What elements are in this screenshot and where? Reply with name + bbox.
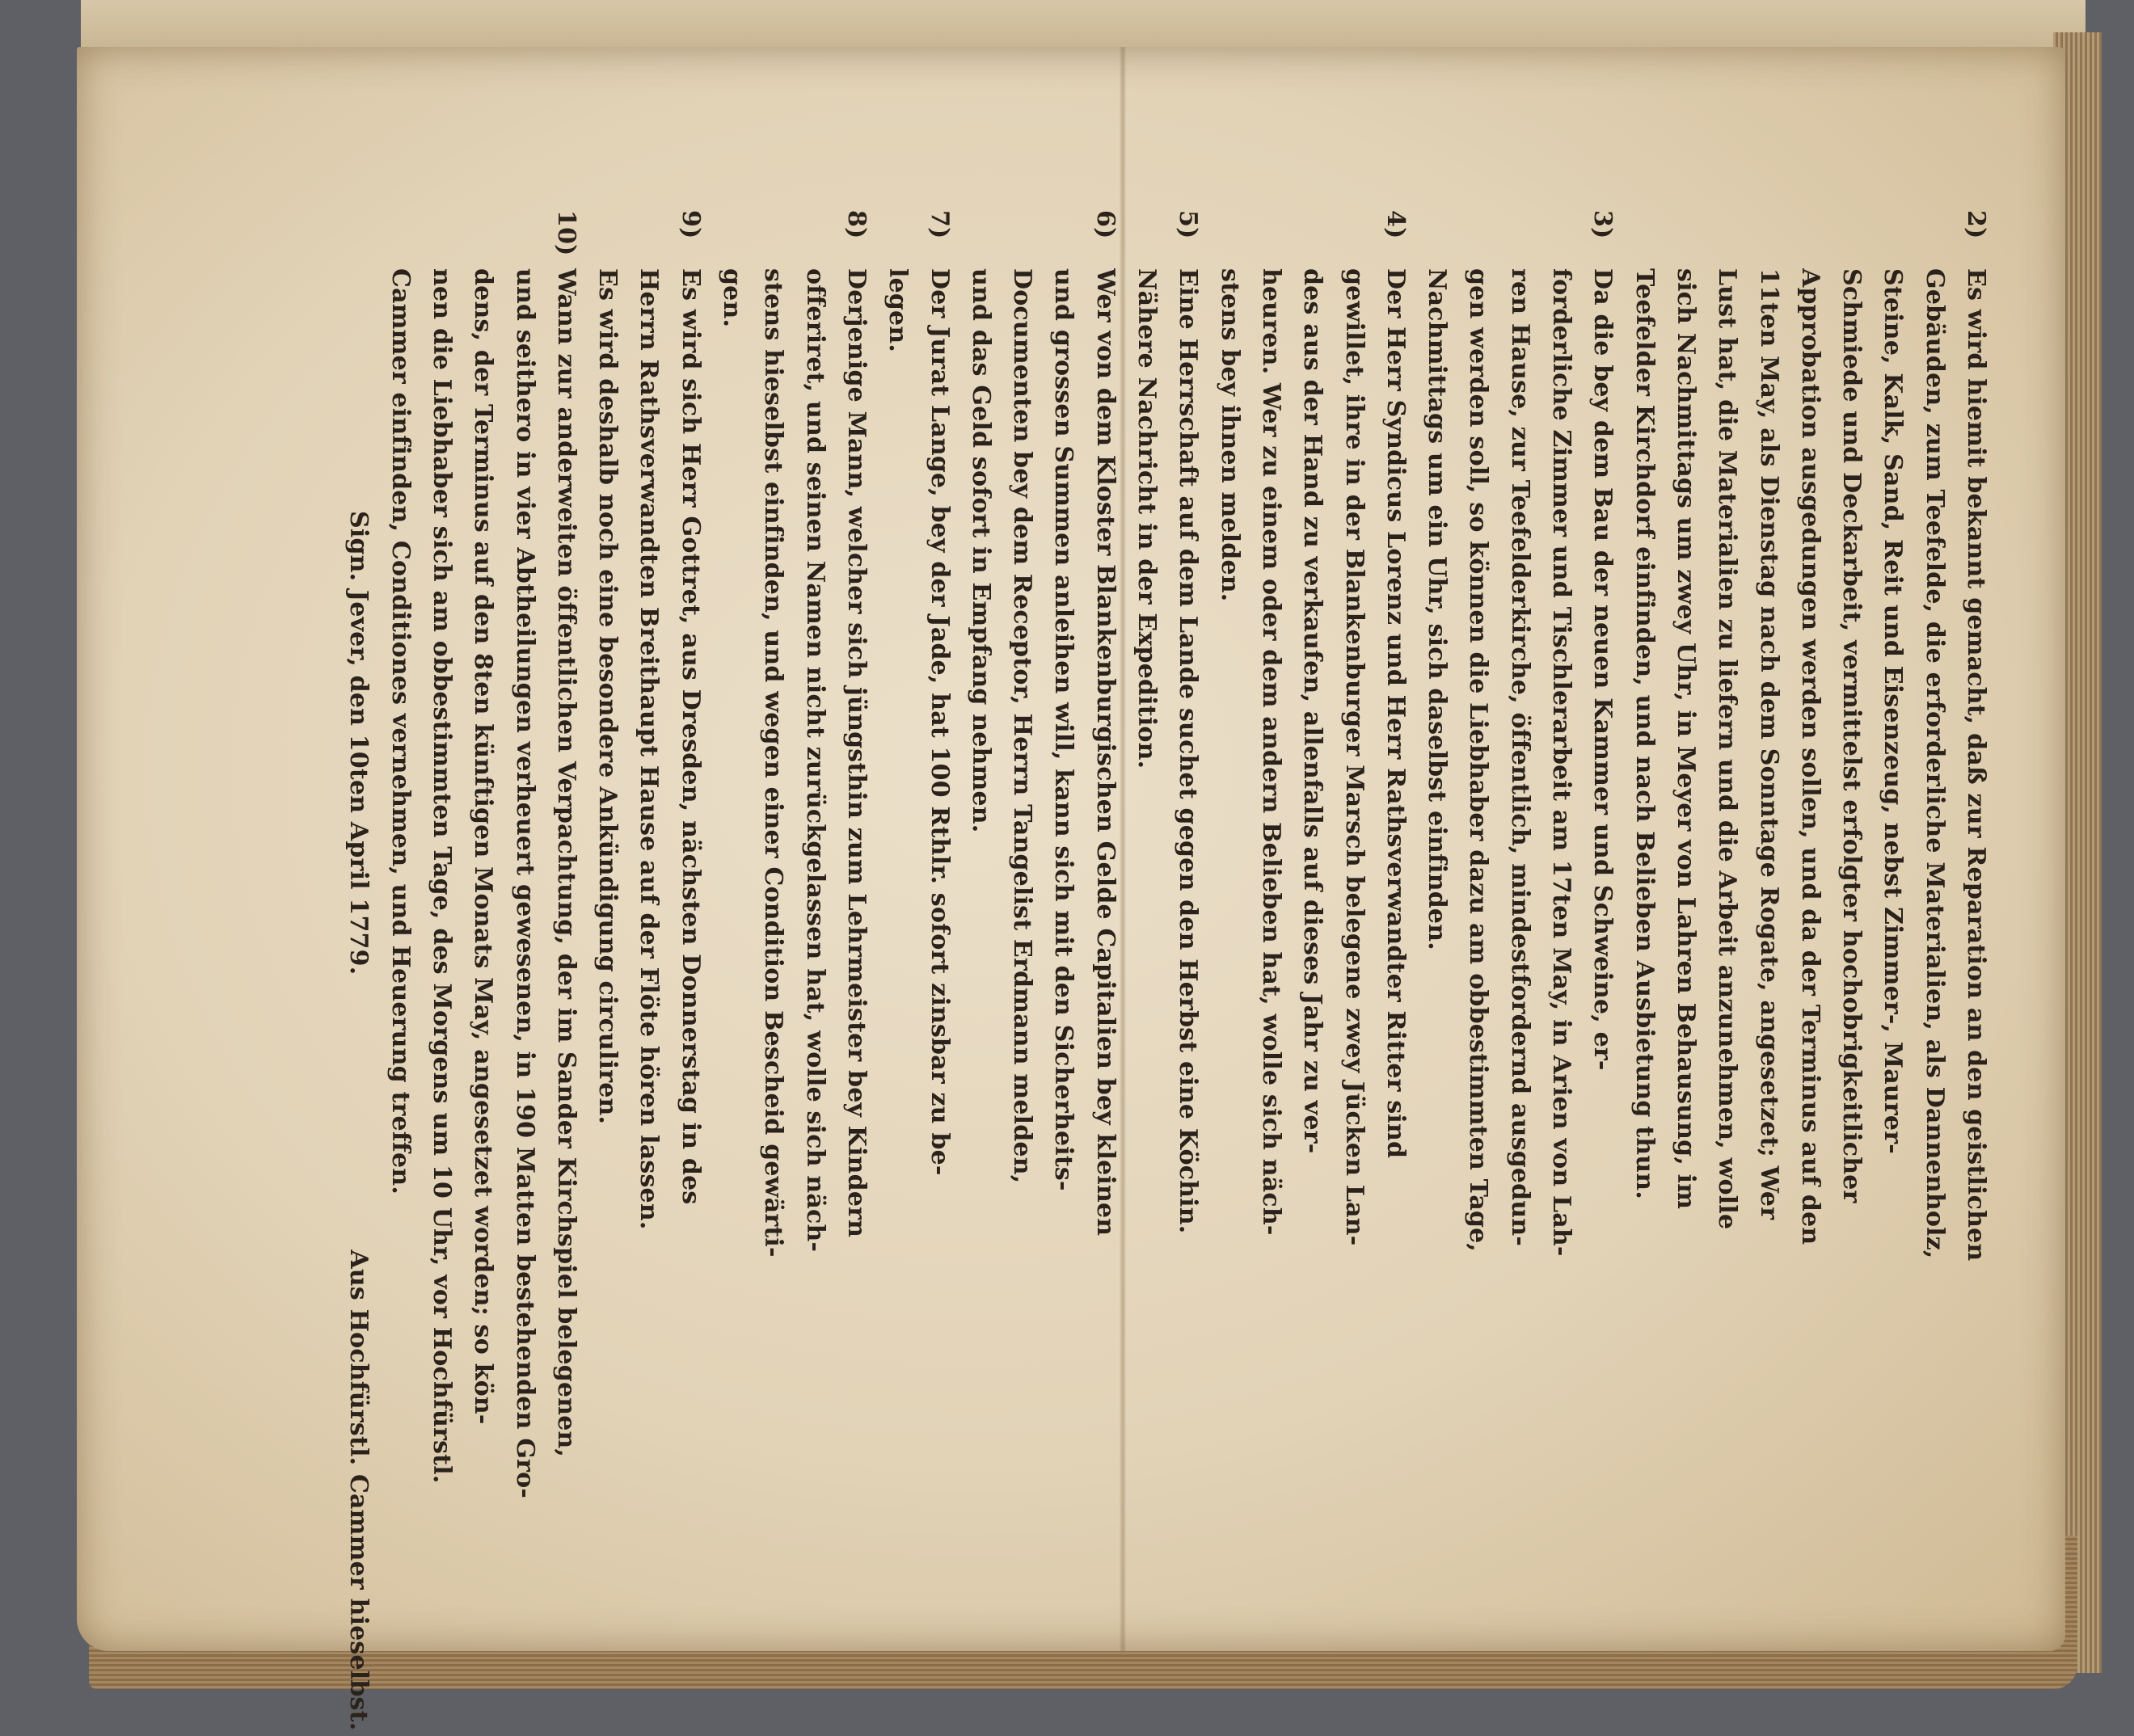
notice-line: Nähere Nachricht in der Expedition. <box>1132 268 1162 769</box>
notice-list <box>379 210 1997 1519</box>
notice-item <box>1623 210 1997 1519</box>
notice-line: offeriret, und seinen Namen nicht zurückgelassen hat, wolle sich näch- <box>800 268 829 1253</box>
notice-number: 2) <box>1962 210 1990 239</box>
notice-text <box>1416 268 1623 1519</box>
notice-text <box>1623 268 1997 1519</box>
notice-line: gen werden soll, so können die Liebhaber dazu am obbestimmten Tage, <box>1464 268 1493 1253</box>
notice-text <box>960 268 1126 1519</box>
rotated-text-column <box>344 210 1997 1731</box>
signature-line <box>338 268 379 1730</box>
notice-item <box>960 210 1126 1519</box>
notice-item <box>711 210 877 1519</box>
notice-line: und grossen Summen anleihen will, kann sich mit den Sicherheits- <box>1049 268 1078 1191</box>
notice-line: Da die bey dem Bau der neuen Kammer und Schweine, er- <box>1588 268 1617 1071</box>
notice-line: Schmiede und Deckarbeit, vermittelst erfolgter hochobrigkeitlicher <box>1837 268 1866 1203</box>
notice-text <box>379 268 586 1519</box>
notice-item <box>1126 210 1209 1519</box>
notice-number: 10) <box>551 210 580 256</box>
notice-line: Der Herr Syndicus Lorenz und Herr Rathsverwandter Ritter sind <box>1381 268 1410 1159</box>
notice-line: Derjenige Mann, welcher sich jüngsthin zum Lehrmeister bey Kindern <box>841 268 871 1238</box>
notice-line: und seithero in vier Abtheilungen verheuert gewesenen, in 190 Matten bestehenden Gro- <box>510 268 539 1499</box>
notice-text <box>1208 268 1415 1519</box>
signature-block <box>338 210 379 1731</box>
notice-line: Es wird deshalb noch eine besondere Ankündigung circuliren. <box>593 268 622 1125</box>
signature-place-date: Sign. Jever, den 10ten April 1779. <box>344 511 373 975</box>
notice-line: Wann zur anderweiten öffentlichen Verpachtung, der im Sander Kirchspiel belegenen, <box>551 268 580 1458</box>
notice-item <box>587 210 711 1519</box>
notice-text <box>587 268 711 1519</box>
notice-line: gewillet, ihre in der Blankenburger Marsch belegene zwey Jücken Lan- <box>1339 268 1369 1246</box>
notice-line: legen. <box>884 268 913 353</box>
notice-line: stens bey ihnen melden. <box>1215 268 1244 602</box>
notice-text <box>711 268 877 1519</box>
notice-number: 7) <box>925 210 954 239</box>
notice-line: forderliche Zimmer und Tischlerarbeit am 17ten May, in Arien von Lah- <box>1547 268 1576 1257</box>
signature-issuer: Aus Hochfürstl. Cammer hieselbst. <box>344 1249 373 1731</box>
notice-line: Herrn Rathsverwandten Breithaupt Hause auf der Flöte hören lassen. <box>635 268 664 1230</box>
notice-line: heuren. Wer zu einem oder dem andern Belieben hat, wolle sich näch- <box>1256 268 1285 1236</box>
notice-number: 8) <box>841 210 871 239</box>
facing-page-edge <box>81 0 2086 53</box>
notice-line: sich Nachmittags um zwey Uhr, in Meyer von Lahren Behausung, im <box>1671 268 1700 1210</box>
notice-line: dens, der Terminus auf den 8ten künftigen Monats May, angesetzet worden; so kön- <box>469 268 498 1425</box>
notice-item <box>1208 210 1415 1519</box>
notice-number: 6) <box>1090 210 1120 239</box>
notice-number: 9) <box>676 210 705 239</box>
notice-number: 3) <box>1588 210 1617 239</box>
notice-line: 11ten May, als Dienstag nach dem Sonntage Rogate, angesetzet; Wer <box>1754 268 1783 1220</box>
notice-line: Documenten bey dem Receptor, Herrn Tangelist Erdmann melden, <box>1008 268 1037 1184</box>
notice-line: ren Hause, zur Teefelderkirche, öffentlich, mindestfordernd ausgedun- <box>1505 268 1534 1247</box>
notice-line: gen. <box>718 268 747 328</box>
notice-text <box>877 268 960 1519</box>
notice-line: Der Jurat Lange, bey der Jade, hat 100 Rthlr. sofort zinsbar zu be- <box>925 268 954 1176</box>
notice-text <box>1126 268 1209 1519</box>
notice-line: Wer von dem Kloster Blankenburgischen Gelde Capitalien bey kleinen <box>1090 268 1120 1237</box>
notice-line: und das Geld sofort in Empfang nehmen. <box>966 268 995 833</box>
notice-line: Eine Herrschaft auf dem Lande suchet gegen den Herbst eine Köchin. <box>1174 268 1203 1234</box>
notice-number: 4) <box>1381 210 1410 239</box>
notice-line: Gebäuden, zum Teefelde, die erforderliche Materialien, als Dannenholz, <box>1920 268 1949 1259</box>
notice-line: Es wird hiemit bekannt gemacht, daß zur Reparation an den geistlichen <box>1962 268 1990 1262</box>
notice-item <box>877 210 960 1519</box>
notice-line: des aus der Hand zu verkaufen, allenfalls auf dieses Jahr zu ver- <box>1298 268 1327 1154</box>
notice-line: Nachmittags um ein Uhr, sich daselbst einfinden. <box>1423 268 1452 950</box>
notice-line: Lust hat, die Materialien zu liefern und die Arbeit anzunehmen, wolle <box>1713 268 1742 1230</box>
notice-line: Steine, Kalk, Sand, Reit und Eisenzeug, nebst Zimmer-, Maurer- <box>1879 268 1908 1154</box>
notice-number: 5) <box>1174 210 1203 239</box>
notice-item <box>1416 210 1623 1519</box>
notice-line: nen die Liebhaber sich am obbestimmten Tage, des Morgens um 10 Uhr, vor Hochfürstl. <box>428 268 457 1484</box>
notice-line: Es wird sich Herr Gottret, aus Dresden, nächsten Donnerstag in des <box>676 268 705 1205</box>
notice-line: Cammer einfinden, Conditiones vernehmen, und Heuerung treffen. <box>386 268 415 1195</box>
notice-line: stens hieselbst einfinden, und wegen einer Condition Bescheid gewärti- <box>759 268 788 1258</box>
notice-line: Teefelder Kirchdorf einfinden, und nach Belieben Ausbietung thun. <box>1630 268 1659 1199</box>
notice-item <box>379 210 586 1519</box>
notice-line: Approbation ausgedungen werden sollen, und da der Terminus auf den <box>1795 268 1824 1245</box>
